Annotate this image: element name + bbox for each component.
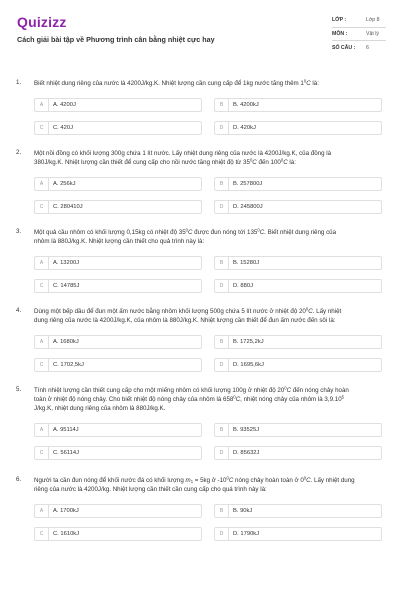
option-letter: D (215, 280, 229, 293)
option-b[interactable] (214, 256, 382, 270)
option-text: C. 1610kJ (53, 531, 80, 537)
option-letter: A (35, 336, 49, 349)
option-d[interactable] (214, 121, 382, 135)
option-letter: B (215, 505, 229, 518)
option-a[interactable] (34, 256, 202, 270)
quizizz-logo: Quizizz (17, 14, 67, 30)
option-text: D. 880J (233, 283, 253, 289)
meta-value: Lớp 8 (366, 17, 380, 24)
option-c[interactable] (34, 121, 202, 135)
meta-label: SỐ CÂU : (332, 44, 356, 51)
option-letter: D (215, 528, 229, 541)
option-text: A. 1700kJ (53, 508, 79, 514)
option-text: A. 95114J (53, 427, 79, 433)
option-text: C. 1702,5kJ (53, 362, 84, 368)
option-letter: C (35, 122, 49, 135)
worksheet-header (0, 0, 400, 66)
option-c[interactable] (34, 358, 202, 372)
option-text: B. 90kJ (233, 508, 253, 514)
option-letter: B (215, 99, 229, 112)
meta-row-grade (332, 14, 386, 28)
option-a[interactable] (34, 335, 202, 349)
question-text: Tính nhiệt lượng cần thiết cung cấp cho một miếng nhôm có khối lượng 100g ở nhiệt độ $20^0C$ đến nóng chảy hoàn toàn ở nhiệt độ nóng chảy. Cho biết nhiệt độ nóng chảy của nhôm là $658^0C$, nhiệt nóng chảy của nhôm là 3,9.10$^5$ J/kg.K, nhiệt dung riêng của nhôm là 880J/kg.K. (34, 385, 349, 412)
option-letter: A (35, 178, 49, 191)
option-text: A. 1680kJ (53, 339, 79, 345)
option-letter: B (215, 257, 229, 270)
option-letter: D (215, 359, 229, 372)
question-text: Một quả cầu nhôm có khối lượng 0,15kg có nhiệt độ $35^0C$ được đun nóng tới $135^0C$. Biết nhiệt dung riêng của nhôm là 880J/kg.K. Nhiệt lượng cần thiết cho quả trình này là: (34, 227, 337, 245)
option-a[interactable] (34, 177, 202, 191)
option-letter: A (35, 257, 49, 270)
option-text: B. 257800J (233, 181, 263, 187)
meta-value: 6 (366, 44, 369, 51)
option-letter: D (215, 201, 229, 214)
option-text: D. 420kJ (233, 125, 256, 131)
option-letter: C (35, 528, 49, 541)
option-letter: C (35, 201, 49, 214)
option-letter: B (215, 336, 229, 349)
question-number: 2. (16, 149, 22, 156)
question-number: 1. (16, 79, 22, 86)
option-text: C. 420J (53, 125, 73, 131)
question-4 (16, 307, 386, 377)
question-6 (16, 476, 386, 546)
question-1 (16, 79, 386, 139)
option-letter: D (215, 122, 229, 135)
option-text: A. 13200J (53, 260, 80, 266)
option-d[interactable] (214, 527, 382, 541)
option-a[interactable] (34, 504, 202, 518)
option-letter: C (35, 447, 49, 460)
option-letter: A (35, 424, 49, 437)
option-letter: B (215, 424, 229, 437)
option-b[interactable] (214, 335, 382, 349)
question-3 (16, 228, 386, 298)
option-letter: D (215, 447, 229, 460)
option-text: C. 280410J (53, 204, 83, 210)
meta-label: LỚP : (332, 17, 347, 24)
option-letter: B (215, 178, 229, 191)
meta-row-question-count (332, 41, 386, 55)
option-d[interactable] (214, 200, 382, 214)
option-text: B. 1725,2kJ (233, 339, 264, 345)
option-d[interactable] (214, 279, 382, 293)
option-b[interactable] (214, 177, 382, 191)
worksheet-meta-table (332, 14, 386, 55)
question-number: 6. (16, 476, 22, 483)
question-text: Biết nhiệt dung riêng của nước là 4200J/kg.K. Nhiệt lượng cần cung cấp để 1kg nước tăng thêm $1^0C$ là: (34, 78, 319, 87)
option-text: B. 93525J (233, 427, 260, 433)
option-c[interactable] (34, 200, 202, 214)
option-b[interactable] (214, 98, 382, 112)
question-text: Dùng một bếp dầu để đun một ấm nước bằng nhôm khối lượng 500g chứa 5 lít nước ở nhiệt độ $20^0C$. Lấy nhiệt dung riêng của nước là 4200J/kg.K, của nhôm là 880J/kg.K. Nhiệt lượng cần thiết để đun ấm nước đến sôi là: (34, 306, 342, 324)
question-number: 5. (16, 386, 22, 393)
meta-label: MÔN : (332, 30, 348, 37)
option-b[interactable] (214, 504, 382, 518)
question-text: Một nồi đồng có khối lượng 300g chứa 1 lít nước. Lấy nhiệt dung riêng của nước là 4200J/kg.K, của đồng là 380J/kg.K. Nhiệt lượng cần thiết để cung cấp cho nồi nước tăng nhiệt độ từ $35^0C$ đến $100^0C$ là: (34, 150, 332, 166)
option-b[interactable] (214, 423, 382, 437)
question-number: 4. (16, 307, 22, 314)
option-a[interactable] (34, 423, 202, 437)
question-number: 3. (16, 228, 22, 235)
option-d[interactable] (214, 358, 382, 372)
option-text: D. 245800J (233, 204, 263, 210)
option-letter: C (35, 359, 49, 372)
option-letter: C (35, 280, 49, 293)
meta-row-subject (332, 28, 386, 42)
option-text: B. 15280J (233, 260, 260, 266)
worksheet-title: Cách giải bài tập về Phương trình cân bằng nhiệt cực hay (17, 35, 215, 44)
option-c[interactable] (34, 279, 202, 293)
question-2 (16, 149, 386, 219)
meta-value: Vật lý (366, 30, 379, 37)
option-text: C. 56114J (53, 450, 79, 456)
option-d[interactable] (214, 446, 382, 460)
option-text: A. 256kJ (53, 181, 76, 187)
option-c[interactable] (34, 527, 202, 541)
option-text: D. 1790kJ (233, 531, 260, 537)
option-text: A. 4200J (53, 102, 76, 108)
option-a[interactable] (34, 98, 202, 112)
question-text: Người ta cần đun nóng để khối nước đá có khối lượng $m_1 = 5kg$ ở $-10^0C$ nóng chảy hoàn toàn ở $0^0C$. Lấy nhiệt dung riêng của nước là 4200J/kg. Nhiệt lượng cần thiết cần cung cấp cho quá trình này là: (34, 475, 355, 493)
question-5 (16, 386, 386, 466)
option-letter: A (35, 99, 49, 112)
option-text: D. 85632J (233, 450, 260, 456)
option-text: D. 1695,6kJ (233, 362, 264, 368)
option-c[interactable] (34, 446, 202, 460)
option-letter: A (35, 505, 49, 518)
option-text: C. 14785J (53, 283, 80, 289)
option-text: B. 4200kJ (233, 102, 259, 108)
